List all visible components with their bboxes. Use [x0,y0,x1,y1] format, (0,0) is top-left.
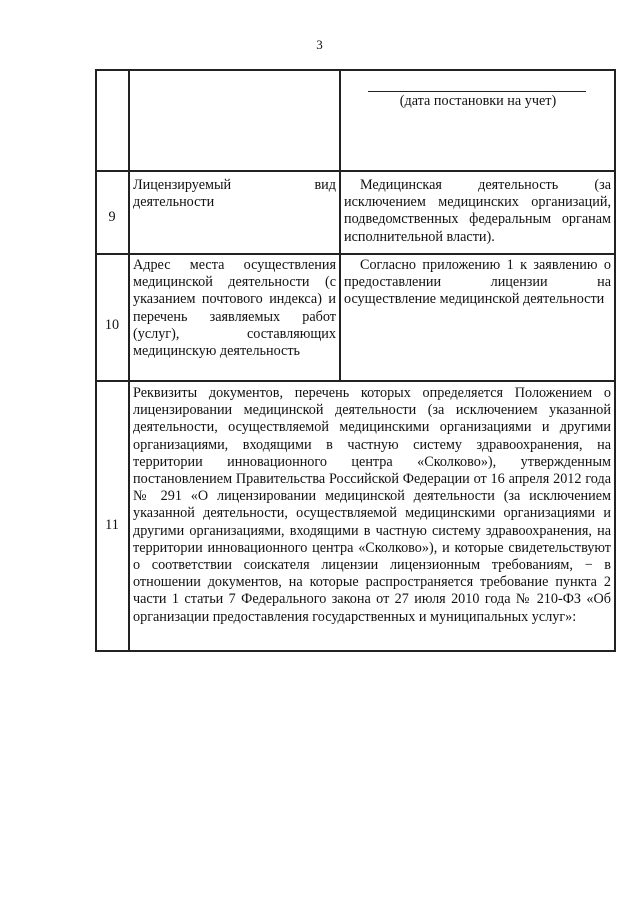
row-number: 10 [104,317,120,333]
table-border-top [95,69,615,71]
table-border-left [95,69,97,652]
table-border-bottom [95,650,615,652]
row-label: Лицензируемый вид деятельности [133,177,336,211]
row-label: Адрес места осуществления медицинской деятельности (с указанием почтового индекса) и перечень заявляемых работ (услуг), составляющих медицинскую деятельность [133,257,336,360]
row-number: 9 [108,209,116,225]
row-number: 11 [105,517,119,533]
row-divider-10 [95,253,615,255]
date-caption: (дата постановки на учет) [399,93,557,109]
row-divider-9 [95,170,615,172]
page-number: 3 [316,37,323,52]
value-column-divider [339,69,341,381]
signature-line [368,91,586,92]
row-value: Согласно приложению 1 к заявлению о предоставлении лицензии на осуществление медицинской деятельности [344,257,611,308]
row-divider-11 [95,380,615,382]
table-border-right [614,69,616,652]
row-value: Медицинская деятельность (за исключением медицинских организаций, подведомственных федеральным органам исполнительной власти). [344,177,611,245]
number-column-divider [128,69,130,652]
row-text: Реквизиты документов, перечень которых определяется Положением о лицензировании медицинской деятельности (за исключением указанной деятельности, осуществляемой медицинскими организациями и другими организациями, входящими в частную систему здравоохранения, на территории инновационного центра «Сколково»), утвержденным постановлением Правительства Российской Федерации от 16 апреля 2012 года № 291 «О лицензировании медицинской деятельности (за исключением указанной деятельности, осуществляемой медицинскими организациями и другими организациями, входящими в частную систему здравоохранения, на территории инновационного центра «Сколково»), и которые свидетельствуют о соответствии соискателя лицензии лицензионным требованиям, − в отношении документов, на которые распространяется требование пункта 2 части 1 статьи 7 Федерального закона от 27 июля 2010 года № 210-ФЗ «Об организации предоставления государственных и муниципальных услуг»: [133,385,611,625]
